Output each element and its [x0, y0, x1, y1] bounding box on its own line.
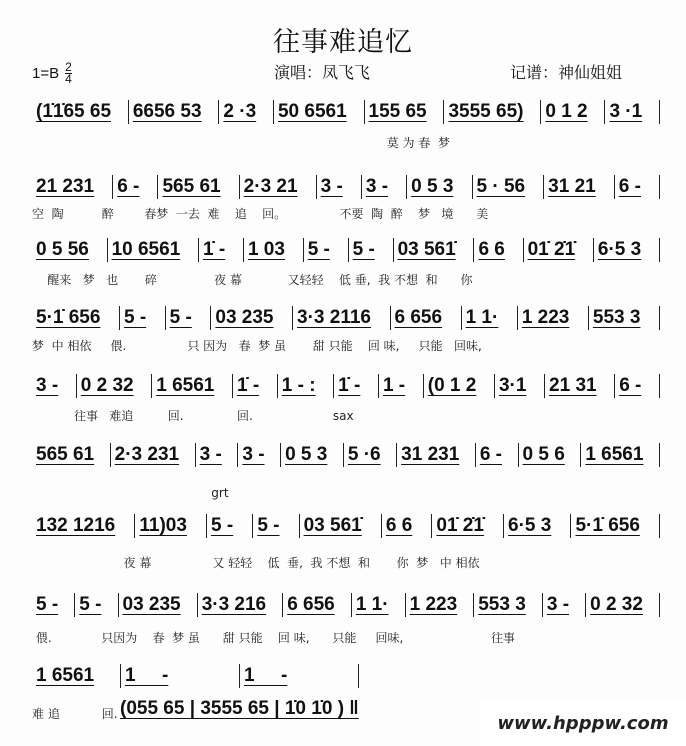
measure: 0 5 3 — [407, 175, 472, 199]
measure: 0 5 6 — [519, 443, 582, 467]
key-label: 1=B — [32, 65, 60, 82]
score-line — [32, 443, 660, 467]
measure: 1 1· — [462, 306, 518, 330]
measure: 6 - — [113, 175, 158, 199]
measure: (0 1 2 — [424, 374, 495, 398]
measure: 0 5 3 — [281, 443, 344, 467]
measure: 5 - — [75, 593, 118, 617]
ending-phrase: (055 65 | 3555 65 | 1̇0 1̇0 ) ‖ — [120, 698, 359, 719]
measure: 6 656 — [283, 593, 352, 617]
measure: 03 235 — [119, 593, 198, 617]
measure: 5 - — [253, 514, 299, 538]
measure: 50 6561 — [274, 100, 365, 124]
measure: 3 - — [543, 593, 586, 617]
measure: 01̇ 2̇1̇ — [432, 514, 504, 538]
measure: 0 2 32 — [586, 593, 660, 617]
measure: 03 561̇ — [394, 238, 475, 262]
measure: 21 231 — [32, 175, 113, 199]
lyrics-line: grt — [32, 486, 229, 500]
measure: 6 - — [615, 175, 660, 199]
measure: 1 - — [121, 664, 240, 688]
measure: 0 5 56 — [32, 238, 108, 262]
score-line — [32, 238, 660, 262]
measure: 1 - : — [278, 374, 334, 398]
score-line — [32, 514, 660, 538]
song-title: 往事难追忆 — [273, 27, 413, 58]
score-line — [32, 175, 660, 199]
lyrics-line: 醒来 梦 也 碎 夜 幕 又轻轻 低 垂, 我 不想 和 你 — [32, 273, 473, 287]
measure: 5 - — [207, 514, 253, 538]
measure: 6·5 3 — [594, 238, 660, 262]
watermark: www.hpppw.com — [480, 700, 686, 746]
measure: 2·3 231 — [111, 443, 196, 467]
measure: 1 223 — [518, 306, 589, 330]
measure: 5·1̇ 656 — [571, 514, 660, 538]
measure: 5·1̇ 656 — [32, 306, 120, 330]
measure: 6 - — [615, 374, 660, 398]
measure: 6·5 3 — [504, 514, 571, 538]
measure: 3·1 — [495, 374, 545, 398]
lyrics-line: 莫 为 春 梦 — [32, 136, 451, 150]
time-signature — [65, 62, 72, 85]
measure: 155 65 — [365, 100, 445, 124]
measure: 3·3 2116 — [293, 306, 390, 330]
score-line — [32, 100, 660, 124]
key-signature — [32, 62, 72, 85]
score-line — [32, 306, 660, 330]
singer-credit: 演唱：凤飞飞 — [274, 63, 371, 82]
measure: 1 6561 — [32, 664, 121, 688]
measure: 11)03 — [135, 514, 207, 538]
measure: 10 6561 — [108, 238, 199, 262]
measure: 1̇ - — [233, 374, 278, 398]
measure: 3 - — [196, 443, 239, 467]
measure: 553 3 — [474, 593, 543, 617]
measure: 3 - — [317, 175, 362, 199]
measure: 5 - — [120, 306, 166, 330]
measure: 1 223 — [406, 593, 475, 617]
notator-credit: 记谱：神仙姐姐 — [510, 63, 623, 82]
measure: 3·3 216 — [198, 593, 284, 617]
measure: 03 235 — [211, 306, 293, 330]
measure: 3 - — [32, 374, 77, 398]
measure: 0 1 2 — [541, 100, 605, 124]
measure: 01̇ 2̇1̇ — [524, 238, 594, 262]
measure: 5 · 56 — [473, 175, 545, 199]
lyrics-line: 难 追 回. — [32, 707, 118, 721]
measure: 6656 53 — [129, 100, 220, 124]
measure: 6 6 — [382, 514, 433, 538]
measure: 3 ·1 — [605, 100, 660, 124]
measure: 1 03 — [244, 238, 304, 262]
time-bottom: 4 — [65, 72, 72, 86]
score-line — [32, 374, 660, 398]
measure: 0 2 32 — [77, 374, 152, 398]
measure: 31 21 — [544, 175, 615, 199]
measure: 565 61 — [158, 175, 239, 199]
score-line — [32, 664, 359, 688]
measure: 1 - — [379, 374, 424, 398]
score-line — [32, 593, 660, 617]
measure: (1̇1̇65 65 — [32, 100, 129, 124]
lyrics-line: 梦 中 相依 偎. 只 因为 春 梦 虽 甜 只能 回 味, 只能 回味, — [32, 339, 482, 353]
measure: 1̇ - — [334, 374, 379, 398]
measure: 5 - — [166, 306, 212, 330]
lyrics-line: 空 陶 醉 春梦 一去 难 追 回。 不要 陶 醉 梦 境 美 — [32, 207, 489, 221]
measure: 1 6561 — [581, 443, 660, 467]
measure: 565 61 — [32, 443, 111, 467]
measure: 21 31 — [545, 374, 615, 398]
measure: 5 - — [349, 238, 394, 262]
lyrics-line: 夜 幕 又 轻轻 低 垂, 我 不想 和 你 梦 中 相依 — [32, 556, 480, 570]
measure: 31 231 — [397, 443, 476, 467]
measure: 5 - — [32, 593, 75, 617]
measure: 553 3 — [589, 306, 660, 330]
measure: 03 561̇ — [300, 514, 382, 538]
measure: 2·3 21 — [240, 175, 317, 199]
measure: 1̇ - — [199, 238, 244, 262]
measure: 1 6561 — [152, 374, 233, 398]
measure: 3 - — [238, 443, 281, 467]
measure: 5 ·6 — [344, 443, 397, 467]
measure: 6 656 — [391, 306, 462, 330]
measure: 3555 65) — [444, 100, 541, 124]
measure: 2 ·3 — [219, 100, 274, 124]
measure: 6 6 — [474, 238, 523, 262]
measure: 1 - — [240, 664, 359, 688]
measure: 132 1216 — [32, 514, 135, 538]
time-top: 2 — [65, 60, 72, 74]
lyrics-line: 偎. 只因为 春 梦 虽 甜 只能 回 味, 只能 回味, 往事 — [32, 631, 516, 645]
measure: 6 - — [476, 443, 519, 467]
measure: 3 - — [362, 175, 407, 199]
measure: 1 1· — [352, 593, 406, 617]
measure: 5 - — [304, 238, 349, 262]
lyrics-line: 往事 难追 回. 回. sax — [32, 409, 354, 423]
